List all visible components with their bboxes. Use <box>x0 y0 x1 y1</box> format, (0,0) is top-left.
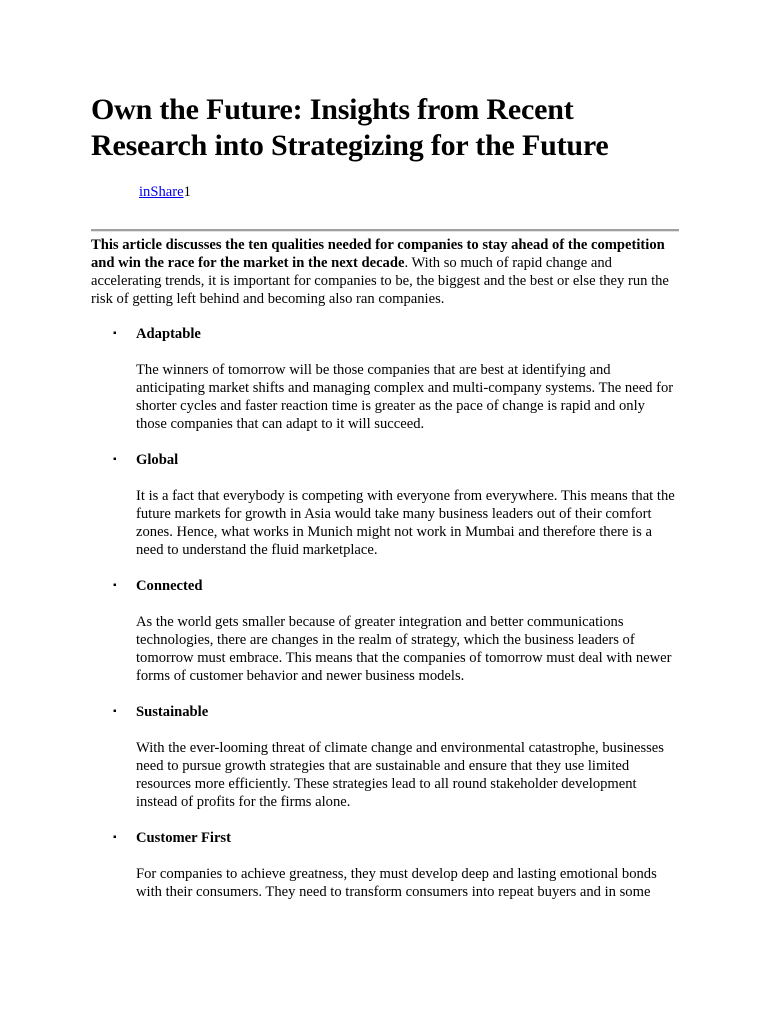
intro-bold-summary: This article discusses the ten qualities needed for companies to stay ahead of the competition and win the race for the market in the next decade <box>91 237 665 271</box>
section-heading: Global <box>136 452 179 468</box>
bullet-icon: ▪ <box>113 454 117 465</box>
section-heading: Customer First <box>136 830 231 846</box>
bullet-icon: ▪ <box>113 832 117 843</box>
list-item-sustainable <box>91 703 681 829</box>
section-heading: Connected <box>136 578 203 594</box>
section-heading: Adaptable <box>136 326 201 342</box>
list-item-adaptable <box>91 325 681 451</box>
inshare-link[interactable]: inShare <box>139 184 184 200</box>
horizontal-divider <box>91 229 679 232</box>
bullet-icon: ▪ <box>113 706 117 717</box>
bullet-icon: ▪ <box>113 328 117 339</box>
share-widget <box>139 183 191 201</box>
bullet-icon: ▪ <box>113 580 117 591</box>
section-body: For companies to achieve greatness, they must develop deep and lasting emotional bonds with their consumers. They need to transform consumers into repeat buyers and in some <box>136 866 657 900</box>
section-body: With the ever-looming threat of climate change and environmental catastrophe, businesses need to pursue growth strategies that are sustainable and ensure that they use limited resources more efficiently. These strategies lead to all round stakeholder development instead of profits for the firms alone. <box>136 740 664 810</box>
list-item-connected <box>91 577 681 703</box>
qualities-list <box>91 325 681 955</box>
section-body: The winners of tomorrow will be those companies that are best at identifying and anticipating market shifts and managing complex and multi-company systems. The need for shorter cycles and faster reaction time is greater as the pace of change is rapid and only those companies that can adapt to it will succeed. <box>136 362 674 432</box>
article-title: Own the Future: Insights from Recent Research into Strategizing for the Future <box>91 93 609 162</box>
share-count: 1 <box>183 184 191 200</box>
section-body: It is a fact that everybody is competing with everyone from everywhere. This means that the future markets for growth in Asia would take many business leaders out of their comfort zones. Hence, what works in Munich might not work in Mumbai and therefore there is a need to understand the fluid marketplace. <box>136 488 675 558</box>
section-body: As the world gets smaller because of greater integration and better communications technologies, there are changes in the realm of strategy, which the business leaders of tomorrow must embrace. This means that the companies of tomorrow must deal with newer forms of customer behavior and newer business models. <box>136 614 672 684</box>
list-item-customer-first <box>91 829 681 955</box>
article-intro <box>91 236 671 308</box>
list-item-global <box>91 451 681 577</box>
section-heading: Sustainable <box>136 704 209 720</box>
intro-text: . With so much of rapid change and accelerating trends, it is important for companies to be, the biggest and the best or else they run the risk of getting left behind and becoming also ran companies. <box>91 255 669 307</box>
